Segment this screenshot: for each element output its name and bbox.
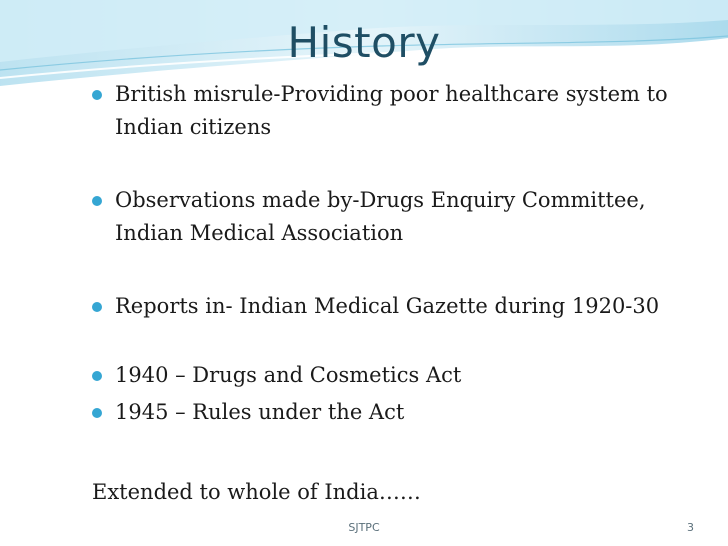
- slide-title: History: [287, 18, 441, 67]
- bullet-item: [90, 184, 710, 250]
- bullet-text: Reports in- Indian Medical Gazette during 1920-30: [115, 294, 660, 318]
- footer-label: SJTPC: [348, 521, 380, 534]
- bullet-dot-icon: [92, 302, 102, 312]
- bullet-text: 1945 – Rules under the Act: [115, 400, 405, 424]
- bullet-dot-icon: [92, 196, 102, 206]
- bullet-text: British misrule-Providing poor healthcare system to Indian citizens: [115, 82, 668, 139]
- bullet-item: [90, 78, 710, 144]
- bullet-text: Observations made by-Drugs Enquiry Committee, Indian Medical Association: [115, 188, 646, 245]
- bullet-dot-icon: [92, 371, 102, 381]
- bullet-item: [90, 396, 710, 429]
- bullet-item: [90, 359, 710, 392]
- bullet-dot-icon: [92, 408, 102, 418]
- closing-statement: Extended to whole of India……: [92, 480, 421, 504]
- bullet-item: [90, 290, 710, 323]
- bullet-dot-icon: [92, 90, 102, 100]
- bullet-list: [90, 78, 710, 429]
- page-number: 3: [687, 521, 694, 534]
- bullet-text: 1940 – Drugs and Cosmetics Act: [115, 363, 462, 387]
